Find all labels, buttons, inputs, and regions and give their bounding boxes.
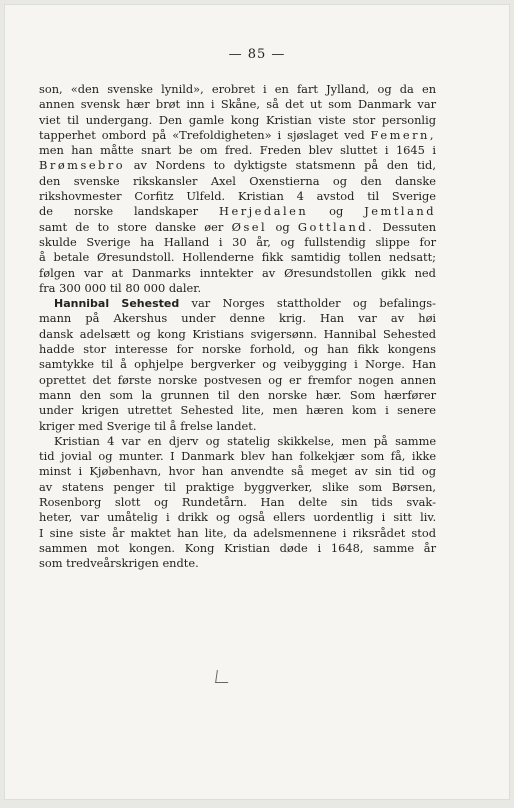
text-line: følgen var at Danmarks inntekter av Øresundstollen gikk ned <box>39 265 436 280</box>
text-line: men han måtte snart be om fred. Freden blev sluttet i 1645 i <box>39 143 436 158</box>
text-line: mann på Akershus under denne krig. Han var av høi <box>39 311 437 326</box>
text-line: rikshovmester Corfitz Ulfeld. Kristian 4 avstod til Sverige <box>39 189 437 204</box>
body-text <box>39 82 436 572</box>
text-line: hadde stor interesse for norske forhold, og han fikk kongens <box>39 342 436 357</box>
text-line: de norske landskaper Herjedalen og Jemtland <box>39 204 436 219</box>
text-line: samt de to store danske øer Øsel og Gottland. Dessuten <box>39 219 437 234</box>
paragraph <box>39 434 436 572</box>
ink-mark <box>215 670 230 683</box>
text-line: tapperhet ombord på «Trefoldigheten» i sjøslaget ved Femern, <box>39 127 437 142</box>
text-line: Hannibal Sehested var Norges stattholder og befalings- <box>54 296 436 311</box>
text-line: viet til undergang. Den gamle kong Kristian viste stor personlig <box>39 112 437 127</box>
text-line: oprettet det første norske postvesen og er fremfor nogen annen <box>39 372 437 387</box>
text-line: under krigen utrettet Sehested lite, men hæren kom i senere <box>39 403 437 418</box>
text-line: annen svensk hær brøt inn i Skåne, så det ut som Danmark var <box>39 97 437 112</box>
text-line: som tredveårskrigen endte. <box>39 556 199 571</box>
text-line: Rosenborg slott og Rundetårn. Han delte sin tids svak- <box>39 495 436 510</box>
book-page <box>4 4 510 800</box>
text-line: tid jovial og munter. I Danmark blev han folkekjær som få, ikke <box>39 449 437 464</box>
text-line: Brømsebro av Nordens to dyktigste statsmenn på den tid, <box>39 158 436 173</box>
text-line: sammen mot kongen. Kong Kristian døde i 1648, samme år <box>39 540 437 555</box>
paragraph <box>39 82 436 296</box>
text-line: minst i Kjøbenhavn, hvor han anvendte så meget av sin tid og <box>39 464 437 479</box>
text-line: son, «den svenske lynild», erobret i en fart Jylland, og da en <box>39 82 437 96</box>
text-line: samtykke til å ophjelpe bergverker og veibygging i Norge. Han <box>39 357 437 372</box>
text-line: I sine siste år maktet han lite, da adelsmennene i riksrådet stod <box>39 525 436 540</box>
paragraph <box>39 296 436 434</box>
text-line: den svenske rikskansler Axel Oxenstierna og den danske <box>39 173 437 188</box>
text-line: mann den som la grunnen til den norske hær. Som hærfører <box>39 387 437 402</box>
text-line: av statens penger til praktige byggverker, slike som Børsen, <box>39 479 437 494</box>
text-line: heter, var umåtelig i drikk og også ellers uordentlig i sitt liv. <box>39 510 437 525</box>
text-line: fra 300 000 til 80 000 daler. <box>39 280 202 295</box>
text-line: å betale Øresundstoll. Hollenderne fikk samtidig tollen nedsatt; <box>39 250 436 265</box>
text-line: Kristian 4 var en djerv og statelig skikkelse, men på samme <box>54 433 437 448</box>
page-number: — 85 — <box>228 47 286 62</box>
text-line: dansk adelsætt og kong Kristians svigersønn. Hannibal Sehested <box>39 326 437 341</box>
text-line: skulde Sverige ha Halland i 30 år, og fullstendig slippe for <box>39 234 437 249</box>
text-line: kriger med Sverige til å frelse landet. <box>39 418 257 433</box>
